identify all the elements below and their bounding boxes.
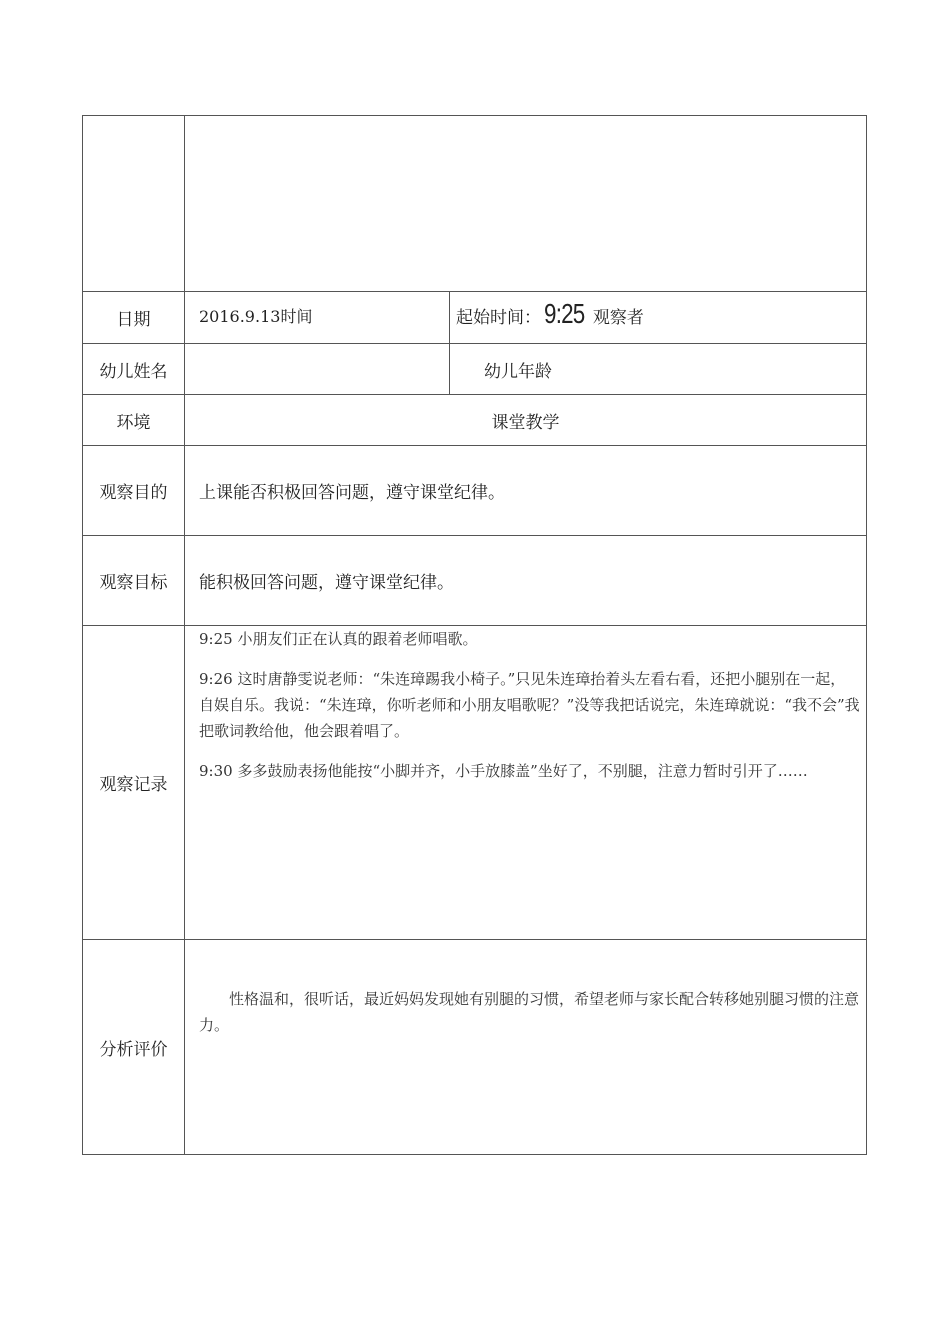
environment-row <box>83 395 866 446</box>
start-time-value: 9:25 <box>544 298 585 329</box>
blank-label-cell <box>83 116 185 291</box>
record-entry-1: 9:25 小朋友们正在认真的跟着老师唱歌。 <box>199 630 478 648</box>
goal-cell <box>185 536 866 625</box>
analysis-label: 分析评价 <box>83 940 185 1154</box>
goal-row <box>83 536 866 626</box>
analysis-cell <box>185 940 866 1154</box>
child-name-cell <box>185 344 450 394</box>
goal-label: 观察目标 <box>83 536 185 625</box>
date-value: 2016.9.13 <box>199 307 281 326</box>
child-age-cell <box>450 344 866 394</box>
environment-value: 课堂教学 <box>491 412 560 433</box>
start-time-cell <box>450 292 866 343</box>
blank-content-cell <box>185 116 866 291</box>
observer-label: 观察者 <box>592 308 644 328</box>
record-label: 观察记录 <box>83 626 185 939</box>
purpose-label: 观察目的 <box>83 446 185 535</box>
child-age-label: 幼儿年龄 <box>484 361 552 382</box>
analysis-row <box>83 940 866 1154</box>
environment-label: 环境 <box>83 395 185 445</box>
time-label: 时间 <box>280 307 313 326</box>
start-time-label: 起始时间： <box>456 308 541 328</box>
purpose-row <box>83 446 866 536</box>
record-row <box>83 626 866 940</box>
date-row <box>83 292 866 344</box>
name-row <box>83 344 866 395</box>
purpose-value: 上课能否积极回答问题，遵守课堂纪律。 <box>199 483 505 503</box>
child-name-label: 幼儿姓名 <box>83 344 185 394</box>
date-cell <box>185 292 450 343</box>
record-entry-3: 9:30 多多鼓励表扬他能按“小脚并齐，小手放膝盖”坐好了，不别腿，注意力暂时引开了…… <box>199 762 808 780</box>
record-entry-2: 9:26 这时唐静雯说老师：“朱连璋踢我小椅子。”只见朱连璋抬着头左看右看，还把小腿别在一起，自娱自乐。我说：“朱连璋，你听老师和小朋友唱歌呢？”没等我把话说完，朱连璋就说：“我不会”我把歌词教给他，他会跟着唱了。 <box>199 670 860 740</box>
purpose-cell <box>185 446 866 535</box>
date-label: 日期 <box>83 292 185 343</box>
goal-value: 能积极回答问题，遵守课堂纪律。 <box>199 573 454 593</box>
analysis-value: 性格温和，很听话，最近妈妈发现她有别腿的习惯，希望老师与家长配合转移她别腿习惯的注意力。 <box>199 990 860 1034</box>
record-cell <box>185 626 866 939</box>
blank-header-row <box>83 116 866 292</box>
environment-cell <box>185 395 866 445</box>
observation-form <box>82 115 867 1155</box>
